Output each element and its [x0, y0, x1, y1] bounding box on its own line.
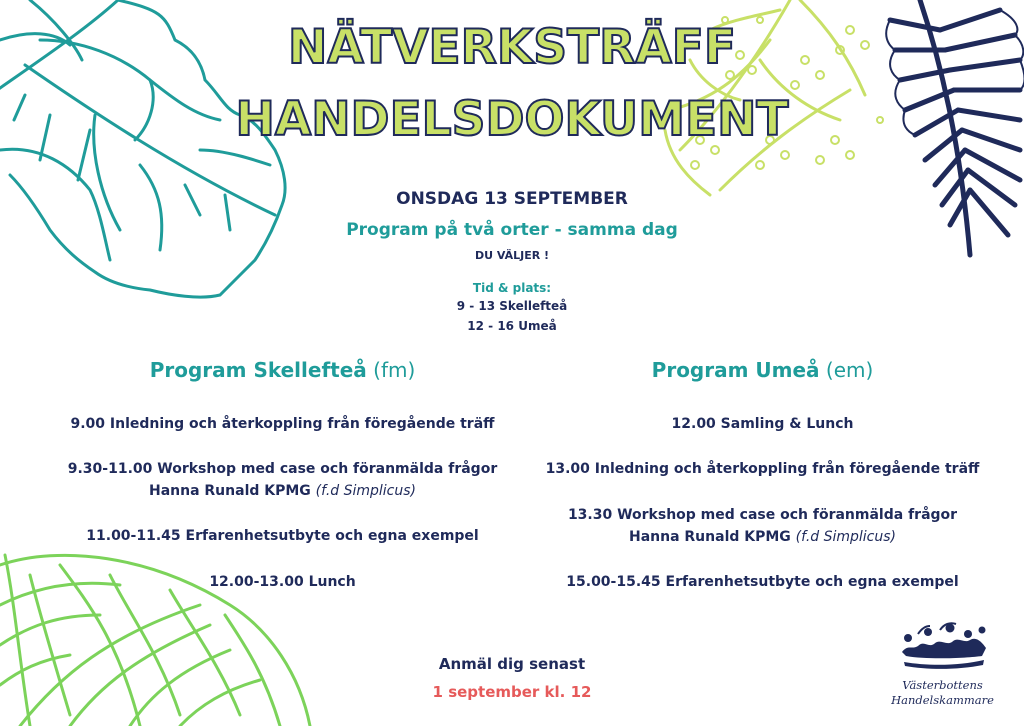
time-place-label: Tid & plats: [472, 281, 552, 295]
program-heading-left-suffix: (fm) [366, 358, 416, 382]
schedule-item [30, 571, 535, 593]
schedule-item-text: 11.00-11.45 Erfarenhetsutbyte och egna exempel [86, 528, 479, 544]
speaker-note: (f.d Simplicus) [315, 483, 417, 499]
program-heading-left [30, 358, 535, 382]
schedule-item-text: 15.00-15.45 Erfarenhetsutbyte och egna exempel [566, 574, 959, 590]
schedule-item [510, 458, 1015, 480]
signup-text: Anmäl dig senast [438, 655, 586, 673]
program-heading-right-suffix: (em) [819, 358, 874, 382]
logo-line-2: Handelskammare [891, 693, 994, 707]
speaker-name: Hanna Runald KPMG [148, 483, 316, 499]
schedule-item-text: 12.00-13.00 Lunch [209, 574, 356, 590]
program-umea [510, 0, 1015, 726]
time-place-umea: 12 - 16 Umeå [467, 319, 557, 333]
schedule-item [30, 525, 535, 547]
schedule-item [510, 504, 1015, 548]
schedule-item-text: 13.30 Workshop med case och föranmälda frågor [567, 507, 958, 523]
schedule-item-text: 9.30-11.00 Workshop med case och föranmälda frågor [67, 461, 498, 477]
program-heading-left-bold: Program Skellefteå [149, 358, 367, 382]
choose-note: DU VÄLJER ! [474, 249, 550, 262]
schedule-item-speaker [30, 480, 535, 502]
schedule-item [510, 413, 1015, 435]
signup-deadline: 1 september kl. 12 [432, 683, 592, 701]
event-date: ONSDAG 13 SEPTEMBER [396, 189, 628, 209]
schedule-item-speaker [510, 526, 1015, 548]
title-line-2: HANDELSDOKUMENT [235, 92, 789, 147]
program-heading-right-bold: Program Umeå [651, 358, 820, 382]
schedule-item-text: 9.00 Inledning och återkoppling från föregående träff [70, 416, 495, 432]
chamber-logo [880, 620, 1005, 720]
schedule-item [30, 413, 535, 435]
schedule-item-text: 12.00 Samling & Lunch [671, 416, 854, 432]
schedule-item-text: 13.00 Inledning och återkoppling från föregående träff [545, 461, 980, 477]
crown-icon [898, 620, 988, 672]
time-place-skelleftea: 9 - 13 Skellefteå [456, 299, 568, 313]
logo-line-1: Västerbottens [902, 678, 983, 692]
program-heading-right [510, 358, 1015, 382]
program-skelleftea [30, 0, 535, 726]
speaker-name: Hanna Runald KPMG [628, 529, 796, 545]
title-line-1: NÄTVERKSTRÄFF [288, 20, 736, 75]
schedule-item [30, 458, 535, 502]
speaker-note: (f.d Simplicus) [795, 529, 897, 545]
event-subtitle: Program på två orter - samma dag [346, 220, 678, 240]
schedule-item [510, 571, 1015, 593]
